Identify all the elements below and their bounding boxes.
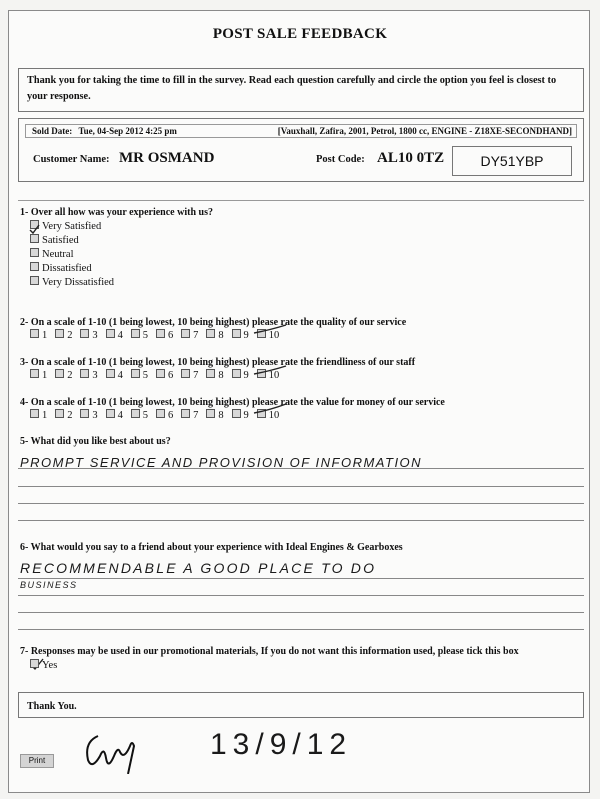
- scale-option[interactable]: 1: [30, 369, 55, 381]
- checkbox[interactable]: [30, 276, 39, 285]
- intro-box: Thank you for taking the time to fill in the survey. Read each question carefully and circle the option you feel is closest to your response.: [18, 68, 584, 112]
- scale-option[interactable]: 8: [206, 329, 231, 341]
- q2-scale: [30, 329, 282, 341]
- answer-line: [18, 578, 584, 579]
- scale-option[interactable]: 9: [232, 369, 257, 381]
- scale-option[interactable]: 4: [106, 409, 131, 421]
- answer-line: [18, 520, 584, 521]
- signature: [80, 724, 160, 774]
- q1-option-satisfied[interactable]: Satisfied: [30, 234, 79, 246]
- scale-option[interactable]: 10: [257, 369, 282, 381]
- scale-option[interactable]: 2: [55, 409, 80, 421]
- checkbox[interactable]: [30, 220, 39, 229]
- q1-option-dissatisfied[interactable]: Dissatisfied: [30, 262, 92, 274]
- q1-option-neutral[interactable]: Neutral: [30, 248, 74, 260]
- divider: [18, 200, 584, 201]
- postcode-label: Post Code:: [316, 154, 365, 165]
- scale-option[interactable]: 5: [131, 369, 156, 381]
- customer-name-label: Customer Name:: [33, 154, 110, 165]
- page-title: POST SALE FEEDBACK: [212, 26, 388, 42]
- checkbox[interactable]: [30, 262, 39, 271]
- scale-option[interactable]: 4: [106, 369, 131, 381]
- q4-scale: [30, 409, 282, 421]
- answer-line: [18, 503, 584, 504]
- sold-info-row: [25, 124, 577, 138]
- checkbox[interactable]: [30, 659, 39, 668]
- scale-option[interactable]: 3: [80, 409, 105, 421]
- q3-scale: [30, 369, 282, 381]
- sale-details-box: [18, 118, 584, 182]
- question-7-text: 7- Responses may be used in our promotional materials, If you do not want this information used, please tick this box: [20, 646, 519, 657]
- q7-option-yes[interactable]: Yes: [30, 659, 57, 671]
- sold-date-label: Sold Date:: [32, 126, 73, 136]
- q1-option-very-satisfied[interactable]: Very Satisfied: [30, 220, 101, 232]
- scale-option[interactable]: 4: [106, 329, 131, 341]
- scale-option[interactable]: 6: [156, 409, 181, 421]
- q6-handwritten-answer-line1: RECOMMENDABLE A GOOD PLACE TO DO: [20, 560, 377, 576]
- q5-handwritten-answer: PROMPT SERVICE AND PROVISION OF INFORMATION: [20, 455, 423, 470]
- scale-option[interactable]: 7: [181, 369, 206, 381]
- scale-option[interactable]: 9: [232, 409, 257, 421]
- scale-option[interactable]: 6: [156, 329, 181, 341]
- scale-option[interactable]: 10: [257, 329, 282, 341]
- scale-option[interactable]: 2: [55, 369, 80, 381]
- print-button[interactable]: Print: [20, 754, 54, 768]
- answer-line: [18, 486, 584, 487]
- scale-option[interactable]: 5: [131, 409, 156, 421]
- scale-option[interactable]: 8: [206, 409, 231, 421]
- question-2-text: 2- On a scale of 1-10 (1 being lowest, 10 being highest) please rate the quality of our service: [20, 317, 407, 328]
- sold-date-value: Tue, 04-Sep 2012 4:25 pm: [78, 126, 177, 136]
- q6-handwritten-answer-line2: BUSINESS: [20, 580, 78, 590]
- registration-box: DY51YBP: [452, 146, 572, 176]
- question-4-text: 4- On a scale of 1-10 (1 being lowest, 10 being highest) please rate the value for money of our service: [20, 397, 445, 408]
- scale-option[interactable]: 7: [181, 329, 206, 341]
- scale-option[interactable]: 7: [181, 409, 206, 421]
- scale-option[interactable]: 6: [156, 369, 181, 381]
- scale-option[interactable]: 9: [232, 329, 257, 341]
- customer-name-value: MR OSMAND: [119, 150, 215, 166]
- scale-option[interactable]: 8: [206, 369, 231, 381]
- scale-option[interactable]: 3: [80, 369, 105, 381]
- checkbox[interactable]: [30, 234, 39, 243]
- answer-line: [18, 629, 584, 630]
- question-1-text: 1- Over all how was your experience with us?: [20, 207, 213, 218]
- scale-option[interactable]: 5: [131, 329, 156, 341]
- question-6-text: 6- What would you say to a friend about your experience with Ideal Engines & Gearboxes: [20, 542, 403, 553]
- scale-option[interactable]: 3: [80, 329, 105, 341]
- question-5-text: 5- What did you like best about us?: [20, 436, 171, 447]
- answer-line: [18, 612, 584, 613]
- scale-option[interactable]: 10: [257, 409, 282, 421]
- answer-line: [18, 595, 584, 596]
- q1-option-very-dissatisfied[interactable]: Very Dissatisfied: [30, 276, 114, 288]
- scale-option[interactable]: 1: [30, 329, 55, 341]
- thank-you-box: Thank You.: [18, 692, 584, 718]
- postcode-value: AL10 0TZ: [377, 150, 445, 166]
- scale-option[interactable]: 2: [55, 329, 80, 341]
- handwritten-date: 13/9/12: [210, 728, 353, 761]
- checkbox[interactable]: [30, 248, 39, 257]
- scale-option[interactable]: 1: [30, 409, 55, 421]
- vehicle-description: [Vauxhall, Zafira, 2001, Petrol, 1800 cc, ENGINE - Z18XE-SECONDHAND]: [277, 126, 572, 136]
- question-3-text: 3- On a scale of 1-10 (1 being lowest, 10 being highest) please rate the friendliness of our staff: [20, 357, 416, 368]
